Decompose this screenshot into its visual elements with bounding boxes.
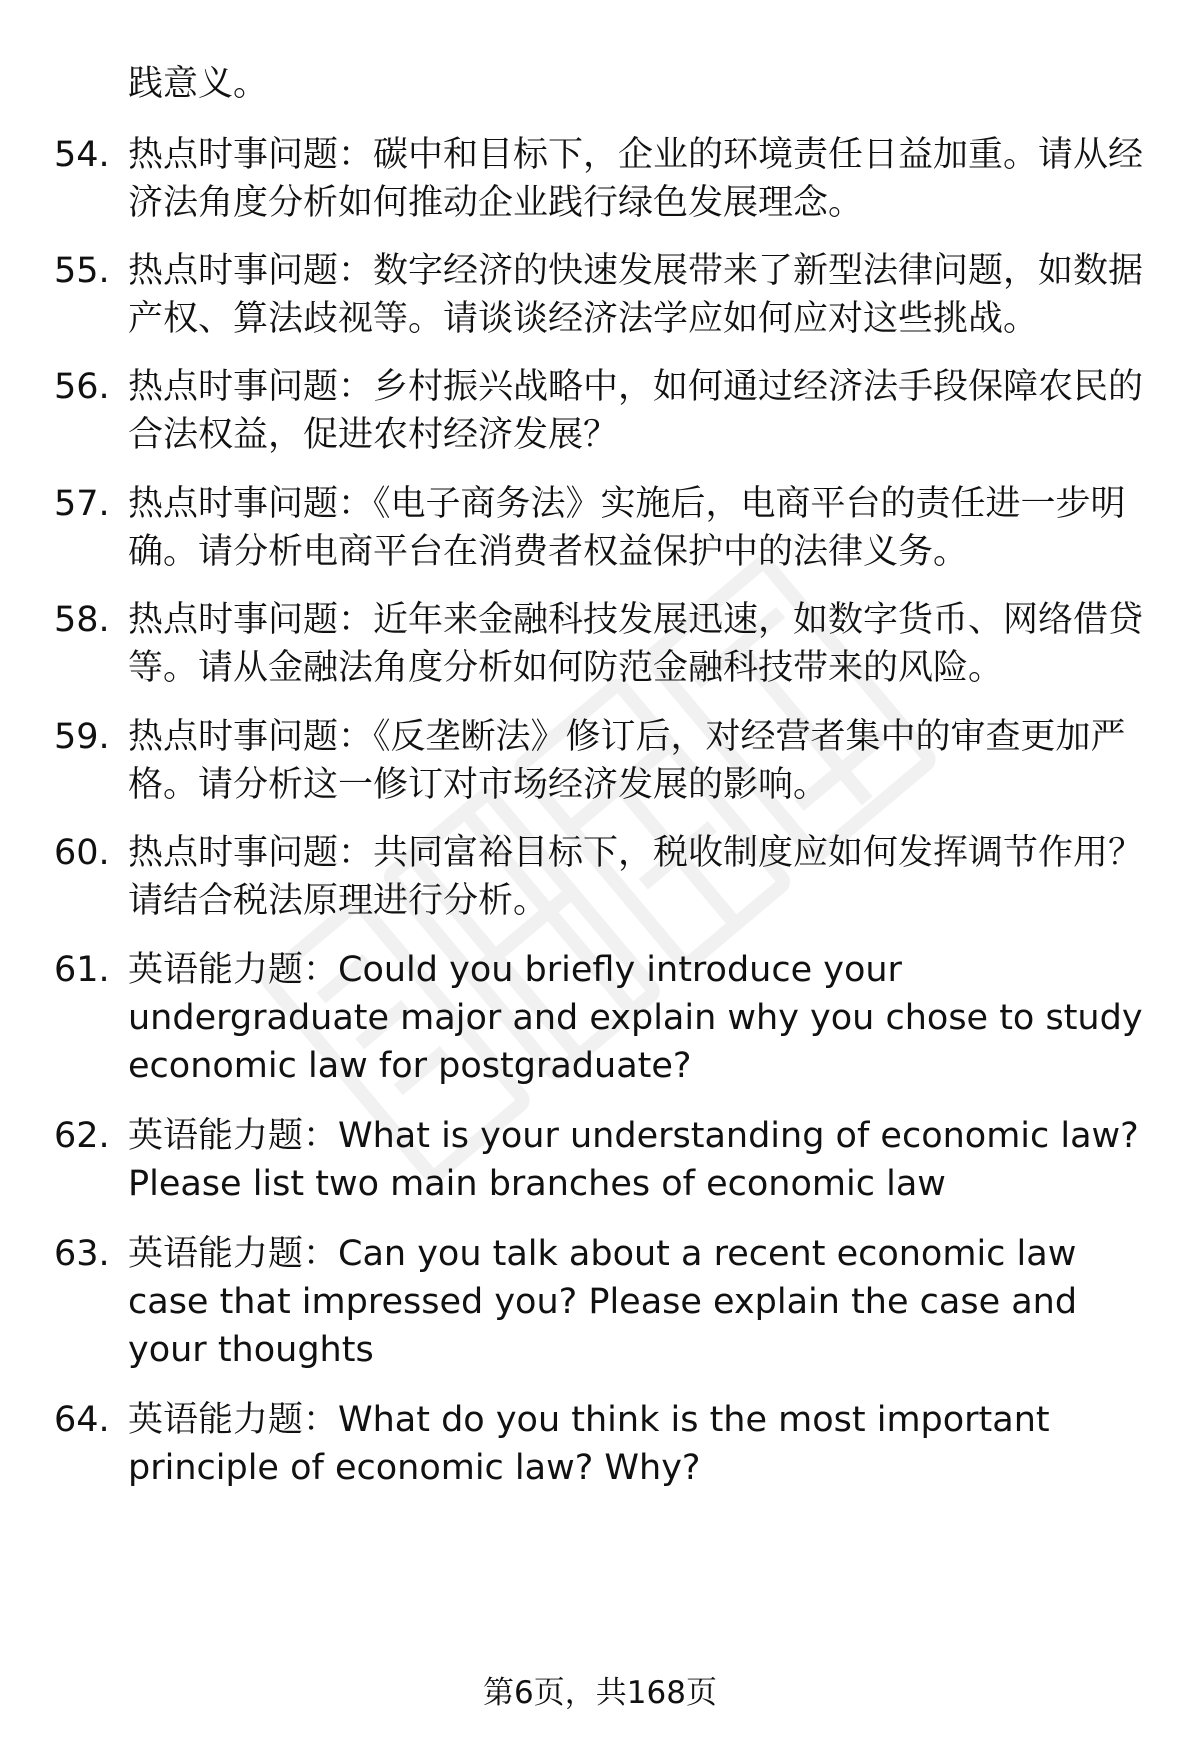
question-number: 55. [54,251,110,291]
question-text: 热点时事问题：共同富裕目标下，税收制度应如何发挥调节作用？请结合税法原理进行分析。 [128,833,1144,921]
question-number: 56. [54,367,110,407]
question-text: 热点时事问题：《电子商务法》实施后，电商平台的责任进一步明确。请分析电商平台在消费者权益保护中的法律义务。 [128,484,1126,572]
question-text: 热点时事问题：近年来金融科技发展迅速，如数字货币、网络借贷等。请从金融法角度分析如何防范金融科技带来的风险。 [128,600,1144,688]
continuation-text: 践意义。 [128,64,269,104]
question-text: 英语能力题：Could you briefly introduce your undergraduate major and explain why you chose to study economic law for postgraduate? [128,950,1143,1086]
question-number: 64. [54,1400,110,1440]
question-text: 英语能力题：Can you talk about a recent economic law case that impressed you? Please explain the case and your thoughts [128,1234,1078,1370]
question-number: 54. [54,135,110,175]
question-number: 59. [54,717,110,757]
question-text: 英语能力题：What do you think is the most important principle of economic law? Why? [128,1400,1050,1488]
question-text: 英语能力题：What is your understanding of economic law? Please list two main branches of economic law [128,1116,1139,1204]
question-number: 60. [54,833,110,873]
page-footer: 第6页，共168页 [483,1675,717,1711]
question-text: 热点时事问题：碳中和目标下，企业的环境责任日益加重。请从经济法角度分析如何推动企业践行绿色发展理念。 [128,135,1144,223]
question-text: 热点时事问题：《反垄断法》修订后，对经营者集中的审查更加严格。请分析这一修订对市场经济发展的影响。 [128,717,1126,805]
question-number: 62. [54,1116,110,1156]
question-number: 57. [54,484,110,524]
question-text: 热点时事问题：数字经济的快速发展带来了新型法律问题，如数据产权、算法歧视等。请谈谈经济法学应如何应对这些挑战。 [128,251,1144,339]
question-text: 热点时事问题：乡村振兴战略中，如何通过经济法手段保障农民的合法权益，促进农村经济发展？ [128,367,1144,455]
question-number: 61. [54,950,110,990]
question-number: 63. [54,1234,110,1274]
question-number: 58. [54,600,110,640]
